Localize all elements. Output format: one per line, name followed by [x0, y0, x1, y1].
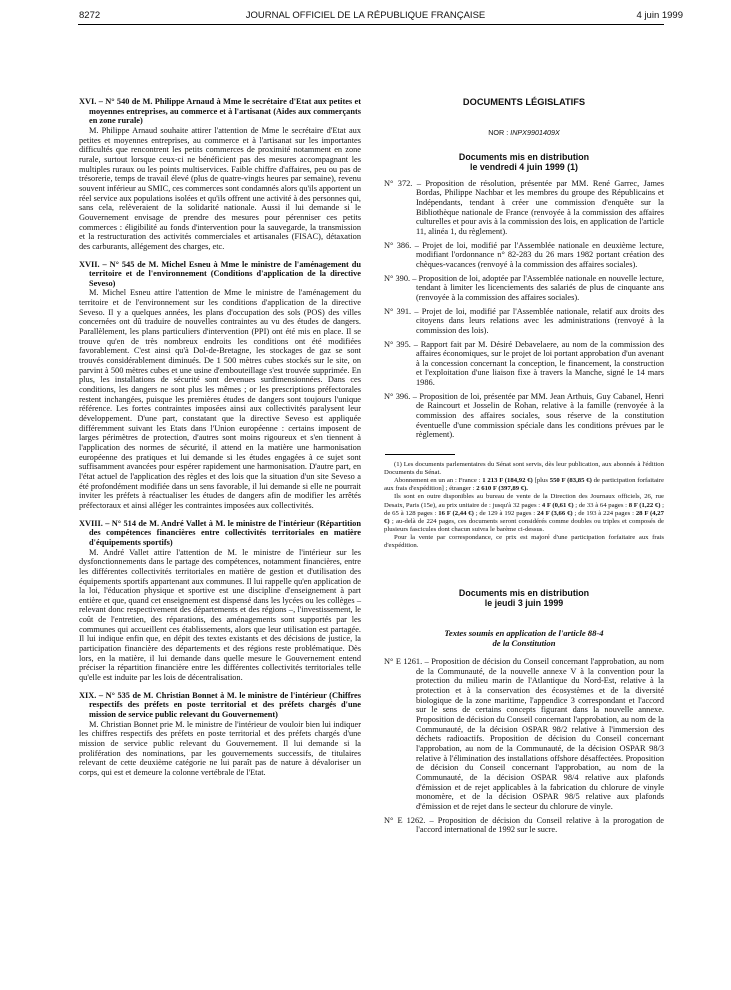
- right-column: [384, 97, 664, 835]
- entry-text: – Proposition de loi, présentée par MM. Jean Arthuis, Guy Cabanel, Henri de Raincourt et Josselin de Rohan, relative à la famille (renvoyée à la commission des affaires sociales, sous réserve de la constitution éventuelle d'une commission spéciale dans les conditions prévues par le règlement).: [412, 391, 664, 440]
- distribution-heading: [384, 152, 664, 172]
- entry-number: N° 372.: [384, 178, 413, 188]
- document-entry: [384, 240, 664, 270]
- entry-text: – Projet de loi, modifié par l'Assemblée nationale, relatif aux droits des citoyens dans leurs relations avec les administrations (renvoyé à la commission des lois).: [414, 306, 664, 335]
- footnote: (1) Les documents parlementaires du Sénat sont servis, dès leur publication, aux abonnés à l'édition Documents du Sénat.: [384, 461, 664, 477]
- document-list-2: [384, 657, 664, 835]
- entry-number: N° 390.: [384, 273, 411, 283]
- entry-text: – Rapport fait par M. Désiré Debavelaere, au nom de la commission des affaires économiques, sur le projet de loi portant approbation d'un avenant à la concession concernant la conception, le financement, la construction et l'exploitation d'une liaison fixe à travers la Manche, signé le 14 mars 1986.: [413, 339, 664, 388]
- document-entry: [384, 339, 664, 388]
- nor-code: INPX9901409X: [510, 128, 560, 137]
- document-entry: [384, 815, 665, 835]
- journal-title: JOURNAL OFFICIEL DE LA RÉPUBLIQUE FRANÇAISE: [245, 10, 486, 21]
- entry-number: N° E 1261.: [384, 657, 423, 667]
- entry-text: – Proposition de résolution, présentée par MM. René Garrec, James Bordas, Philippe Nachbar et les membres du groupe des Républicains et Indépendants, tendant à créer une commission d'enquête sur la Bibliothèque nationale de France (renvoyée à la commission des affaires culturelles et pour avis à la commission des lois, en application de l'article 11, alinéa 1, du règlement).: [416, 178, 664, 236]
- page-number: 8272: [79, 10, 101, 21]
- nor-reference: [384, 128, 664, 138]
- footnote: Ils sont en outre disponibles au bureau de vente de la Direction des Journaux officiels, 26, rue Desaix, Paris (15e), au prix unitaire de : jusqu'à 32 pages : 4 F (0,61 €) ; de 33 à 64 pages : 8 F (1,22 €) ; de 65 à 128 pages : 16 F (2,44 €) ; de 129 à 192 pages : 24 F (3,66 €) ; de 193 à 224 pages : 28 F (4,27 €) ; au-delà de 224 pages, ces documents seront considérés comme doubles ou triples et composés de plusieurs fascicules dont chacun suivra le barème ci-dessus.: [384, 493, 665, 533]
- footnote-rule: [385, 454, 455, 455]
- entry-text: – Proposition de loi, adoptée par l'Assemblée nationale en nouvelle lecture, tendant à limiter les licenciements des salariés de plus de cinquante ans (renvoyée à la commission des affaires sociales).: [412, 273, 664, 302]
- distribution-heading-date: le jeudi 3 juin 1999: [484, 598, 564, 609]
- distribution-heading-line: Documents mis en distribution: [458, 151, 590, 162]
- nor-label: NOR :: [488, 128, 509, 137]
- question-heading: XIX. – N° 535 de M. Christian Bonnet à M. le ministre de l'intérieur (Chiffres respectifs des préfets en poste territorial et des préfets chargés d'une mission de service public relevant du Gouvernement): [79, 690, 361, 720]
- section-title: DOCUMENTS LÉGISLATIFS: [462, 97, 586, 107]
- document-entry: [384, 657, 665, 812]
- distribution-heading-date: le vendredi 4 juin 1999 (1): [469, 161, 579, 172]
- entry-text: – Proposition de décision du Conseil concernant l'approbation, au nom de la Communauté, de la nouvelle annexe V à la convention pour la protection du milieu marin de l'Atlantique du Nord-Est, relative à la protection et à la conservation des écosystèmes et de la diversité biologique de la zone maritime, l'appendice 3 correspondant et l'accord sur le sens de certains concepts figurant dans la nouvelle annexe. Proposition de décision du Conseil concernant l'approbation, au nom de la Communauté, de la décision OSPAR 98/2 relative à l'immersion des déchets radioactifs. Proposition de décision du Conseil concernant l'approbation, au nom de la Communauté, de la décision OSPAR 98/3 relative à l'élimination des installations offshore désaffectées. Proposition de décision du Conseil concernant l'approbation, au nom de la Communauté, de la décision OSPAR 98/4 relative aux plafonds d'émission et de rejet applicables à la fabrication du chlorure de vinyle monomère, et de la décision OSPAR 98/5 relative aux plafonds d'émission et de rejet dans le secteur du chlorure de vinyle.: [416, 657, 665, 811]
- header-rule: [78, 24, 664, 25]
- issue-date: 4 juin 1999: [636, 10, 683, 21]
- document-list-1: [384, 179, 664, 440]
- entry-text: – Proposition de décision du Conseil relative à la prorogation de l'accord international de 1992 sur le sucre.: [416, 815, 665, 835]
- entry-number: N° 391.: [384, 306, 412, 316]
- question-body: M. Michel Esneu attire l'attention de Mme le ministre de l'aménagement du territoire et de l'environnement sur les conditions d'application de la directive Seveso. Il y a quelques années, les plans d'occupation des sols (POS) des villes concernées ont dû traduire de nouvelles contraintes au vu des études de dangers. Parallèlement, les plans particuliers d'intervention (PPI) ont été mis en place. Il se trouve qu'en de très nombreux endroits les conditions ont été modifiées favorablement. C'est ainsi qu'à Dol-de-Bretagne, les stockages de gaz se sont trouvés considérablement diminués. De 1 500 mètres cubes stockés sur le site, on parvint à 500 mètres cubes et une usine d'embouteillage s'est trouvée supprimée. En plus, les installations de sécurité sont devenues surdimensionnées. Dans ces conditions, les dangers ne sont plus les mêmes ; or les prescriptions préfectorales restent inchangées, puisque les premières études de dangers sont toujours l'unique référence. Les fortes contraintes imposées ainsi aux collectivités paralysent leur développement. D'une part, constatant que la directive Seveso est appliquée différemment suivant les Etats dans l'Union européenne : certains imposent de larges périmètres de protection, d'autres sont moins rigoureux et s'en tiennent à l'application des normes de sécurité, il attend en la matière une harmonisation européenne des pratiques et lui demande si les études engagées à ce sujet sont suffisamment avancées pour espérer rapidement une harmonisation. D'autre part, en l'état actuel de l'application des règles et des lois que la situation d'un site Seveso a été profondément modifiée dans un sens favorable, il lui demande si elle ne pourrait inviter les préfets à réactualiser les études de dangers afin de modifier les arrêtés préfectoraux et ainsi alléger les contraintes imposées aux collectivités.: [79, 288, 361, 510]
- document-entry: [384, 306, 664, 336]
- document-entry: [384, 178, 664, 237]
- distribution-heading: [384, 588, 664, 608]
- entry-number: N° 396.: [384, 391, 411, 401]
- question-body: M. Christian Bonnet prie M. le ministre de l'intérieur de vouloir bien lui indiquer les chiffres respectifs des préfets en poste territorial et des préfets chargés d'une mission de service public relevant du Gouvernement. Il lui demande si la prolifération des nominations, par les gouvernements successifs, de titulaires relevant de cette deuxième catégorie ne lui paraît pas de nature à dévaloriser un corps, qui est et demeure la colonne vertébrale de l'Etat.: [79, 719, 361, 777]
- question-heading: XVIII. – N° 514 de M. André Vallet à M. le ministre de l'intérieur (Répartition des compétences financières entre collectivités territoriales en matière d'équipements sportifs): [79, 518, 361, 547]
- footnote: Abonnement en un an : France : 1 213 F (184,92 €) [plus 550 F (83,85 €) de participation forfaitaire aux frais d'expédition] ; étranger : 2 610 F (397,89 €).: [384, 477, 664, 493]
- question-heading: XVI. – N° 540 de M. Philippe Arnaud à Mme le secrétaire d'Etat aux petites et moyennes entreprises, au commerce et à l'artisanat (Aides aux commerçants en zone rurale): [79, 97, 361, 126]
- document-entry: [384, 273, 664, 303]
- article-heading: [384, 628, 664, 648]
- document-entry: [384, 391, 664, 440]
- entry-text: – Projet de loi, modifié par l'Assemblée nationale en deuxième lecture, modifiant l'ordonnance n° 82-283 du 26 mars 1982 portant création des chèques-vacances (renvoyé à la commission des affaires sociales).: [414, 240, 664, 269]
- entry-number: N° 395.: [384, 339, 411, 349]
- footnotes: [384, 461, 664, 550]
- article-heading-line: de la Constitution: [492, 638, 556, 649]
- footnote: Pour la vente par correspondance, ce prix est majoré d'une participation forfaitaire aux frais d'expédition.: [384, 533, 664, 549]
- question-body: M. Philippe Arnaud souhaite attirer l'attention de Mme le secrétaire d'Etat aux petites et moyennes entreprises, au commerce et à l'artisanat sur les importantes difficultés que rencontrent les petits commerces de proximité notamment en zone rurale, surtout lorsque ceux-ci ne bénéficient pas des mesures accompagnant les multiples ruraux ou les points multiservices. Faible chiffre d'affaires, peu ou pas de trésorerie, temps de travail élevé (plus de quatre-vingts heures par semaine), revenu souvent inférieur au SMIC, ces commerces sont condamnés alors qu'ils apportent un réel service aux populations isolées et qu'ils offrent une activité à des personnes qui, sans cela, relèveraient de la solidarité nationale. Aussi il lui demande si le Gouvernement envisage de prendre des mesures pour pérenniser ces petits commerces : éligibilité au fonds d'intervention pour la sauvegarde, la transmission et la restructuration des activités commerciales et artisanales (FISAC), détaxation des carburants, allégement des charges, etc.: [79, 125, 361, 251]
- question-body: M. André Vallet attire l'attention de M. le ministre de l'intérieur sur les dysfonctionnements dans le partage des compétences, notamment financières, entre les différentes collectivités territoriales en matière de gestion et d'utilisation des équipements sportifs appartenant aux communes. Il lui rappelle qu'en application de la loi, l'éducation physique et sportive est une discipline d'enseignement à part entière et que, quand cet enseignement est dispensé dans les lycées ou les collèges – relevant donc respectivement des départements et des régions –, l'investissement, le coût de l'entretien, des réparations, des aménagements sont supportés par les communes qui accueillent ces établissements, alors que leur utilisation est partagée. Il lui indique enfin que, en dépit des textes existants et des décisions de justice, la participation financière des départements et des régions reste problématique. Dès lors, en la matière, il lui demande dans quelle mesure le Gouvernement entend préciser la répartition financière entre les différentes collectivités territoriales telle qu'elle est induite par les lois de décentralisation.: [79, 547, 361, 683]
- entry-number: N° E 1262.: [384, 815, 426, 825]
- distribution-heading-line: Documents mis en distribution: [458, 588, 590, 599]
- left-column: [79, 97, 361, 778]
- article-heading-line: Textes soumis en application de l'article 88-4: [444, 628, 604, 639]
- page-header: [0, 0, 731, 26]
- entry-number: N° 386.: [384, 240, 412, 250]
- question-heading: XVII. – N° 545 de M. Michel Esneu à Mme le ministre de l'aménagement du territoire et de l'environnement (Conditions d'application de la directive Seveso): [79, 259, 361, 288]
